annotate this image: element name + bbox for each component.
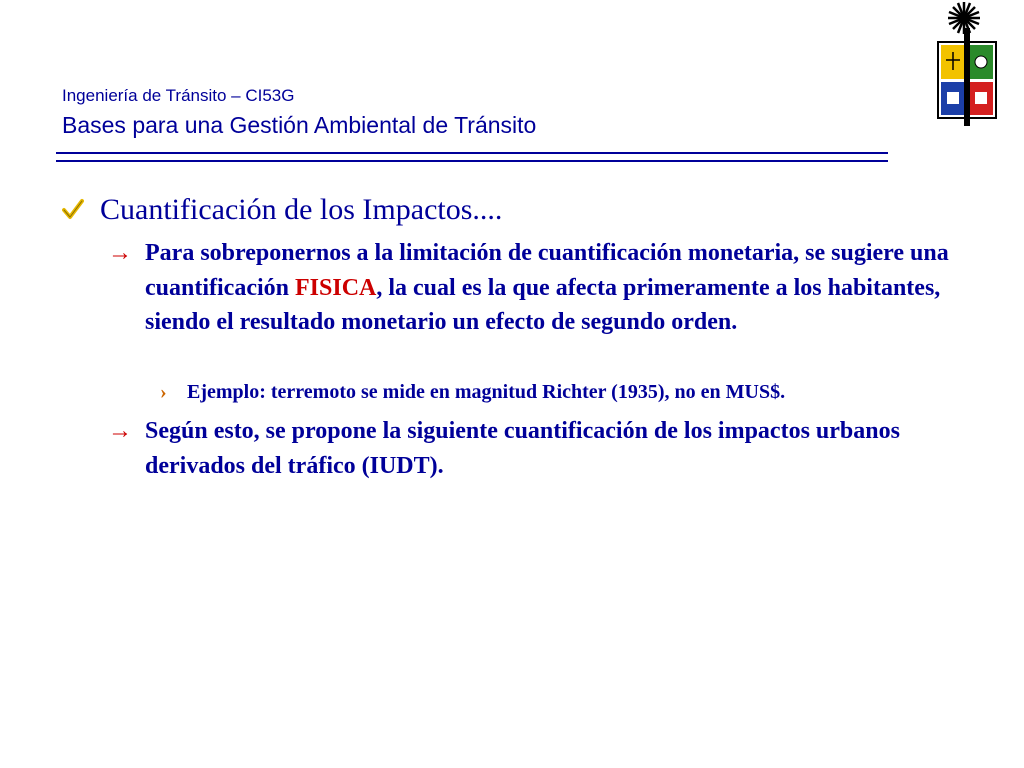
- bullet-item: [108, 414, 958, 483]
- subbullet-text: Ejemplo: terremoto se mide en magnitud Richter (1935), no en MUS$.: [187, 381, 786, 403]
- header-divider-bottom: [56, 160, 888, 162]
- bullet-text: Según esto, se propone la siguiente cuantificación de los impactos urbanos derivados del tráfico (IUDT).: [145, 418, 900, 479]
- header-title: Bases para una Gestión Ambiental de Tránsito: [62, 112, 537, 138]
- arrow-right-icon: →: [108, 240, 132, 266]
- header-course: Ingeniería de Tránsito – CI53G: [62, 86, 295, 105]
- check-icon: [62, 198, 84, 220]
- subbullet-item: [160, 379, 980, 405]
- slide-heading-text: Cuantificación de los Impactos....: [100, 193, 503, 226]
- university-crest-icon: [934, 0, 1000, 126]
- bullet-highlight: FISICA: [295, 274, 377, 301]
- header-divider-top: [56, 152, 888, 154]
- arrow-right-icon: →: [108, 418, 132, 444]
- bullet-text-part: Para sobreponernos a la limitación de cuantificación monetaria, se sugiere una cuantificación: [145, 240, 949, 301]
- bullet-item: [108, 236, 958, 340]
- bullet-text: [145, 236, 958, 340]
- bullet-text-part: , la cual es la que afecta primeramente a los habitantes, siendo el resultado monetario un efecto de segundo orden.: [145, 274, 941, 335]
- subbullet-marker: ›: [160, 381, 167, 403]
